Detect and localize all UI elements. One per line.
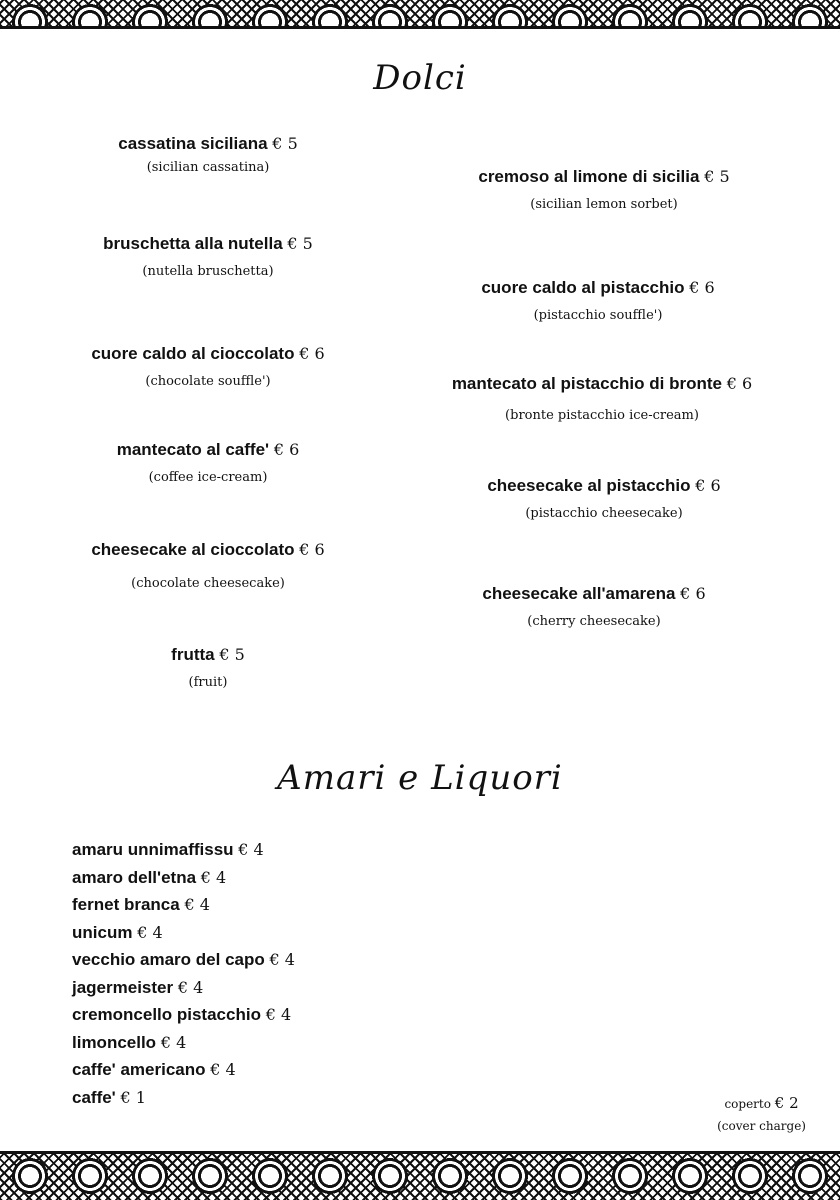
- dessert-name: bruschetta alla nutella: [103, 234, 283, 253]
- dessert-translation: (bronte pistacchio ice-cream): [505, 408, 699, 423]
- liquor-item: [72, 836, 295, 864]
- dessert-name: mantecato al caffe': [116, 440, 270, 459]
- dessert-item: [404, 584, 784, 629]
- liquor-item: [72, 946, 295, 974]
- dessert-price: € 6: [680, 584, 706, 603]
- liquori-heading: Amari e Liquori: [277, 758, 563, 798]
- liquor-name: fernet branca: [72, 895, 180, 914]
- liquor-item: [72, 974, 295, 1002]
- dessert-name: cremoso al limone di sicilia: [478, 167, 700, 186]
- dessert-name: cheesecake al pistacchio: [487, 476, 691, 495]
- dessert-item: [414, 167, 794, 212]
- liquor-price: € 4: [177, 977, 204, 997]
- dessert-item: [18, 440, 398, 485]
- liquor-item: [72, 1001, 295, 1029]
- liquor-name: caffe': [72, 1087, 116, 1107]
- cover-charge: [717, 1092, 806, 1137]
- dessert-price: € 5: [219, 645, 245, 664]
- dessert-item: [18, 134, 398, 175]
- dessert-item: [18, 540, 398, 591]
- dessert-item: [18, 344, 398, 389]
- liquor-name: cremoncello pistacchio: [72, 1005, 261, 1024]
- liquor-price: € 4: [200, 867, 227, 887]
- liquor-name: caffe' americano: [72, 1060, 206, 1079]
- liquor-price: € 4: [265, 1005, 292, 1024]
- dessert-translation: (pistacchio cheesecake): [525, 506, 683, 521]
- decorative-border-bottom: [0, 1151, 840, 1200]
- liquor-name: amaro dell'etna: [72, 867, 197, 887]
- dessert-translation: (pistacchio souffle'): [533, 308, 663, 323]
- dessert-name: cassatina siciliana: [118, 134, 268, 153]
- dessert-price: € 6: [299, 344, 325, 363]
- dessert-translation: (sicilian lemon sorbet): [530, 197, 678, 212]
- dessert-translation: (chocolate souffle'): [145, 374, 271, 389]
- dessert-price: € 5: [272, 134, 298, 153]
- dessert-name: mantecato al pistacchio di bronte: [451, 374, 722, 393]
- liquor-name: amaru unnimaffissu: [72, 840, 234, 859]
- liquor-name: vecchio amaro del capo: [72, 950, 265, 969]
- dessert-item: [408, 278, 788, 323]
- cover-charge-translation: (cover charge): [717, 1119, 806, 1133]
- dessert-name: cuore caldo al cioccolato: [91, 344, 295, 363]
- dessert-translation: (fruit): [188, 675, 228, 690]
- dessert-price: € 5: [704, 167, 730, 186]
- liquor-price: € 4: [269, 950, 295, 969]
- liquor-price: € 4: [210, 1060, 236, 1079]
- liquor-price: € 1: [120, 1087, 146, 1107]
- cover-charge-price: € 2: [774, 1094, 799, 1112]
- dessert-price: € 6: [695, 476, 721, 495]
- dessert-price: € 6: [299, 540, 325, 559]
- dessert-price: € 6: [689, 278, 715, 297]
- liquor-item: [72, 919, 295, 947]
- liquor-item: [72, 891, 295, 919]
- liquor-item: [72, 1084, 295, 1112]
- dessert-translation: (sicilian cassatina): [146, 160, 270, 175]
- dessert-price: € 6: [273, 440, 300, 459]
- dolci-heading: Dolci: [373, 58, 467, 98]
- dessert-name: frutta: [171, 645, 215, 664]
- dessert-price: € 5: [287, 234, 313, 253]
- liquor-list: [72, 836, 295, 1111]
- liquor-name: limoncello: [72, 1032, 157, 1052]
- liquor-name: unicum: [72, 922, 133, 942]
- dessert-name: cheesecake all'amarena: [482, 584, 676, 603]
- liquor-item: [72, 864, 295, 892]
- decorative-border-top: [0, 0, 840, 29]
- liquor-item: [72, 1029, 295, 1057]
- cover-charge-label: coperto: [724, 1097, 771, 1111]
- dessert-item: [414, 476, 794, 521]
- liquor-item: [72, 1056, 295, 1084]
- liquor-price: € 4: [238, 840, 264, 859]
- dessert-item: [18, 645, 398, 690]
- dessert-name: cuore caldo al pistacchio: [481, 278, 685, 297]
- dessert-item: [412, 374, 792, 423]
- liquor-name: jagermeister: [72, 977, 174, 997]
- dessert-translation: (chocolate cheesecake): [131, 576, 285, 591]
- dessert-price: € 6: [726, 374, 753, 393]
- liquor-price: € 4: [184, 895, 210, 914]
- dessert-translation: (cherry cheesecake): [527, 614, 661, 629]
- dessert-translation: (nutella bruschetta): [142, 264, 274, 279]
- dessert-translation: (coffee ice-cream): [148, 470, 268, 485]
- dessert-item: [18, 234, 398, 279]
- liquor-price: € 4: [137, 922, 163, 942]
- dessert-name: cheesecake al cioccolato: [91, 540, 295, 559]
- liquor-price: € 4: [160, 1032, 187, 1052]
